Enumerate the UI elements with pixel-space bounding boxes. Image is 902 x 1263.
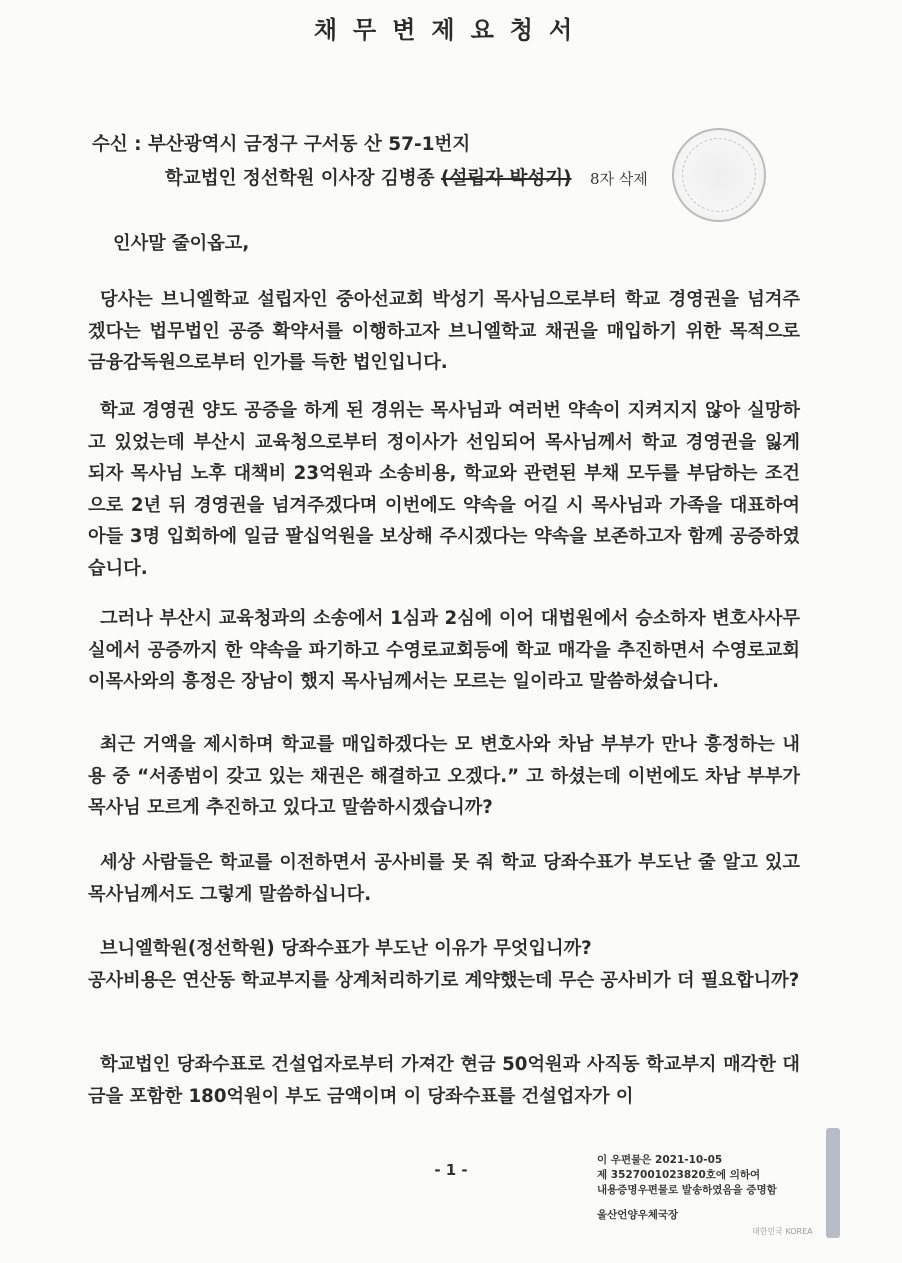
korea-post-logo: 대한민국 KOREA bbox=[752, 1227, 813, 1236]
paragraph-2 bbox=[88, 395, 800, 584]
paragraph-text: 학교법인 당좌수표로 건설업자로부터 가져간 현금 50억원과 사직동 학교부지 매각한 대금을 포함한 180억원이 부도 금액이며 이 당좌수표를 건설업자가 이 bbox=[88, 1054, 800, 1107]
paragraph-3 bbox=[88, 603, 800, 698]
greeting-text: 인사말 줄이옵고, bbox=[113, 233, 250, 254]
recipient-name: 학교법인 정선학원 이사장 김병종 bbox=[165, 168, 435, 189]
paragraph-1 bbox=[88, 284, 800, 379]
recipient-label: 수신 : bbox=[92, 134, 142, 155]
postal-certification-stamp bbox=[597, 1153, 777, 1223]
paragraph-text: 학교 경영권 양도 공증을 하게 된 경위는 목사님과 여러번 약속이 지켜지지 않아 실망하고 있었는데 부산시 교육청으로부터 정이사가 선임되어 목사님께서 학교 경영권을 잃게 되자 목사님 노후 대책비 23억원과 소송비용, 학교와 관련된 부채 모두를 부담하는 조건으로 2년 뒤 경영권을 넘겨주겠다며 이번에도 약속을 어길 시 목사님과 가족을 대표하여 아들 3명 입회하에 일금 팔십억원을 보상해 주시겠다는 약속을 보존하고자 함께 공증하였습니다. bbox=[88, 400, 800, 579]
paragraph-6 bbox=[88, 933, 800, 996]
document-title: 채무변제요청서 bbox=[313, 16, 589, 44]
postal-office: 울산언양우체국장 bbox=[597, 1209, 679, 1221]
official-seal-stamp bbox=[672, 128, 766, 222]
recipient-block bbox=[92, 130, 648, 190]
postal-line-3: 내용증명우편물로 발송하였음을 증명함 bbox=[597, 1184, 777, 1196]
scan-margin-strip bbox=[826, 1128, 840, 1238]
recipient-address: 부산광역시 금정구 구서동 산 57-1번지 bbox=[148, 134, 471, 155]
paragraph-7 bbox=[88, 1049, 800, 1112]
postal-line-2: 제 3527001023820호에 의하여 bbox=[597, 1169, 761, 1181]
paragraph-text: 세상 사람들은 학교를 이전하면서 공사비를 못 줘 학교 당좌수표가 부도난 줄 알고 있고 목사님께서도 그렇게 말씀하십니다. bbox=[88, 852, 800, 905]
struck-text: (설립자 박성기) bbox=[440, 168, 572, 189]
paragraph-text: 최근 거액을 제시하며 학교를 매입하겠다는 모 변호사와 차남 부부가 만나 흥정하는 내용 중 “서종범이 갖고 있는 채권은 해결하고 오겠다.” 고 하셨는데 이번에도 차남 부부가 목사님 모르게 추진하고 있다고 말씀하시겠습니까? bbox=[88, 734, 800, 818]
paragraph-text: 브니엘학원(정선학원) 당좌수표가 부도난 이유가 무엇입니까? bbox=[100, 938, 592, 959]
paragraph-4 bbox=[88, 729, 800, 824]
paragraph-text: 그러나 부산시 교육청과의 소송에서 1심과 2심에 이어 대법원에서 승소하자 변호사사무실에서 공증까지 한 약속을 파기하고 수영로교회등에 학교 매각을 추진하면서 수영로교회 이목사와의 흥정은 장남이 했지 목사님께서는 모르는 일이라고 말씀하셨습니다. bbox=[88, 608, 800, 692]
handwritten-note: 8자 삭제 bbox=[590, 170, 648, 188]
paragraph-text: 공사비용은 연산동 학교부지를 상계처리하기로 계약했는데 무슨 공사비가 더 필요합니까? bbox=[88, 969, 800, 991]
paragraph-5 bbox=[88, 847, 800, 910]
postal-line-1: 이 우편물은 2021-10-05 bbox=[597, 1154, 723, 1166]
page-number: - 1 - bbox=[434, 1161, 468, 1179]
greeting bbox=[88, 228, 800, 260]
paragraph-text: 당사는 브니엘학교 설립자인 중아선교회 박성기 목사님으로부터 학교 경영권을 넘겨주겠다는 법무법인 공증 확약서를 이행하고자 브니엘학교 채권을 매입하기 위한 목적으로 금융감독원으로부터 인가를 득한 법인입니다. bbox=[88, 289, 800, 373]
